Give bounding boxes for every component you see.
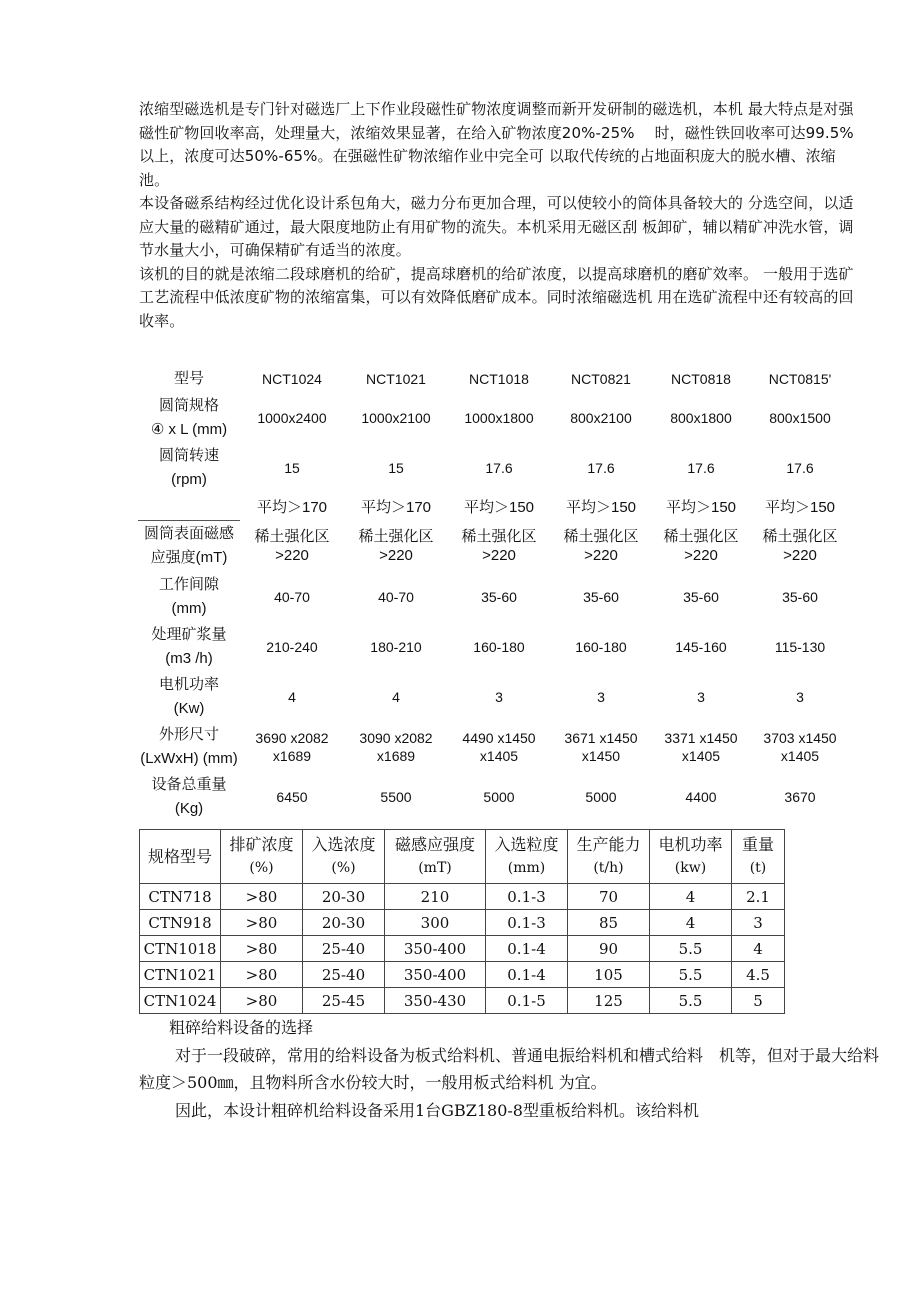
- spec-cell: 800x1500: [769, 410, 831, 426]
- spec-cell: 5000: [483, 789, 515, 805]
- spec-row-label-2: (LxWxH) (mm): [140, 750, 238, 767]
- ctn-cell: 4.5: [732, 962, 785, 988]
- ctn-cell: 4: [650, 910, 732, 936]
- spec-cell: 800x2100: [570, 410, 632, 426]
- table-row: [140, 936, 785, 962]
- spec-row: [138, 622, 850, 672]
- spec-row-label-2: (Kg): [174, 800, 204, 817]
- spec-header-label: 型号: [173, 370, 204, 387]
- ctn-spec-table: [139, 829, 785, 1014]
- ctn-cell: 0.1-4: [486, 962, 568, 988]
- spec-row: [138, 672, 850, 722]
- spec-cell: 35-60: [583, 589, 619, 605]
- spec-cell: 3670: [784, 789, 816, 805]
- section-paragraph: 因此，本设计粗碎机给料设备采用1台GBZ180-8型重板给料机。该给料机: [175, 1100, 699, 1120]
- spec-cell: 17.6: [687, 460, 715, 476]
- spec-cell: 15: [388, 460, 404, 476]
- ctn-cell: CTN1021: [140, 962, 221, 988]
- spec-row-label-1: 工作间隙: [158, 576, 219, 593]
- intro-paragraph: 本设备磁系结构经过优化设计系包角大，磁力分布更加合理，可以使较小的筒体具备较大的 分选空间，以适应大量的磁精矿通过，最大限度地防止有用矿物的流失。本机采用无磁区刮 板卸矿，辅以精矿冲洗水管，调节水量大小，可确保精矿有适当的浓度。: [139, 194, 854, 259]
- ctn-cell: 25-40: [303, 962, 385, 988]
- ctn-header: [140, 830, 221, 884]
- ctn-cell: >80: [221, 910, 303, 936]
- spec-cell: 4: [392, 689, 400, 705]
- spec-cell: 5000: [585, 789, 617, 805]
- ctn-header-name: 排矿浓度: [229, 835, 294, 854]
- spec-row: [138, 520, 850, 572]
- spec-cell: 3703 x1450 x1405: [763, 730, 837, 764]
- nct-spec-table: [138, 365, 850, 822]
- ctn-cell: 5.5: [650, 936, 732, 962]
- spec-row: [138, 493, 850, 520]
- spec-cell: 平均＞150: [463, 499, 535, 516]
- spec-row-label-1: 外形尺寸: [158, 726, 219, 743]
- spec-row: [138, 772, 850, 822]
- table-row: [140, 988, 785, 1014]
- ctn-header: [303, 830, 385, 884]
- spec-cell: 3: [597, 689, 605, 705]
- spec-cell: 180-210: [370, 639, 422, 655]
- spec-row-label-2: ④ x L (mm): [150, 421, 228, 438]
- ctn-cell: 25-45: [303, 988, 385, 1014]
- table-row: [140, 962, 785, 988]
- ctn-cell: 125: [568, 988, 650, 1014]
- ctn-cell: 70: [568, 884, 650, 910]
- spec-cell: 5500: [380, 789, 412, 805]
- spec-cell: 稀土强化区 >220: [254, 528, 330, 564]
- ctn-cell: 0.1-4: [486, 936, 568, 962]
- spec-cell: 稀土强化区 >220: [663, 528, 739, 564]
- table-row: [140, 884, 785, 910]
- spec-cell: 17.6: [485, 460, 513, 476]
- spec-cell: 3671 x1450 x1450: [564, 730, 638, 764]
- ctn-cell: CTN918: [140, 910, 221, 936]
- spec-cell: 稀土强化区 >220: [762, 528, 838, 564]
- spec-cell: 4400: [685, 789, 717, 805]
- spec-row-label: [138, 443, 240, 493]
- spec-row-label-1: 电机功率: [158, 676, 219, 693]
- spec-row-label: [138, 622, 240, 672]
- ctn-cell: 5: [732, 988, 785, 1014]
- ctn-cell: 350-400: [385, 962, 486, 988]
- spec-cell: 6450: [276, 789, 308, 805]
- spec-row-label-2: (m3 /h): [165, 650, 213, 667]
- spec-row-label-1: 圆筒转速: [158, 447, 219, 464]
- ctn-header: [486, 830, 568, 884]
- spec-row-label-1: 圆筒规格: [158, 397, 219, 414]
- spec-model: NCT0815': [768, 371, 832, 387]
- spec-row-label: [138, 572, 240, 622]
- section-body: [139, 1014, 879, 1124]
- ctn-cell: 25-40: [303, 936, 385, 962]
- ctn-cell: 20-30: [303, 884, 385, 910]
- intro-paragraph: 浓缩型磁选机是专门针对磁选厂上下作业段磁性矿物浓度调整而新开发研制的磁选机，本机 最大特点是对强磁性矿物回收率高，处理量大，浓缩效果显著，在给入矿物浓度20%-25% 时，磁性铁回收率可达99.5%以上，浓度可达50%-65%。在强磁性矿物浓缩作业中完全可 以取代传统的占地面积庞大的脱水槽、浓缩池。: [139, 100, 854, 189]
- spec-cell: 稀土强化区 >220: [461, 528, 537, 564]
- spec-model: NCT1018: [469, 371, 529, 387]
- ctn-cell: 85: [568, 910, 650, 936]
- spec-row: [138, 443, 850, 493]
- spec-cell: 稀土强化区 >220: [563, 528, 639, 564]
- ctn-header: [385, 830, 486, 884]
- ctn-header-unit: (t): [749, 860, 767, 876]
- spec-row-label: [138, 672, 240, 722]
- ctn-header-name: 生产能力: [576, 835, 641, 854]
- spec-model: NCT0818: [671, 371, 731, 387]
- spec-cell: 1000x2400: [257, 410, 327, 426]
- ctn-header-unit: (mm): [507, 860, 546, 876]
- spec-row-label: [138, 722, 240, 772]
- spec-row-label-1: 处理矿浆量: [151, 626, 227, 643]
- spec-row-label-2: 应强度(mT): [150, 549, 228, 567]
- spec-model: NCT1021: [366, 371, 426, 387]
- spec-header-row: [138, 365, 850, 393]
- spec-row-label-2: (Kw): [173, 700, 205, 717]
- ctn-cell: 20-30: [303, 910, 385, 936]
- ctn-cell: 300: [385, 910, 486, 936]
- ctn-cell: 5.5: [650, 988, 732, 1014]
- spec-cell: 40-70: [378, 589, 414, 605]
- spec-cell: 35-60: [481, 589, 517, 605]
- ctn-cell: >80: [221, 988, 303, 1014]
- spec-cell: 145-160: [675, 639, 727, 655]
- ctn-cell: 105: [568, 962, 650, 988]
- spec-cell: 160-180: [473, 639, 525, 655]
- spec-cell: 15: [284, 460, 300, 476]
- spec-cell: 3090 x2082 x1689: [359, 730, 433, 764]
- ctn-cell: 4: [650, 884, 732, 910]
- intro-paragraph: 该机的目的就是浓缩二段球磨机的给矿，提高球磨机的给矿浓度，以提高球磨机的磨矿效率。 一般用于选矿工艺流程中低浓度矿物的浓缩富集，可以有效降低磨矿成本。同时浓缩磁选机 用在选矿流程中还有较高的回收率。: [139, 264, 854, 330]
- ctn-cell: 2.1: [732, 884, 785, 910]
- ctn-header-unit: (mT): [418, 860, 452, 876]
- spec-row-label-2: (mm): [171, 600, 207, 617]
- spec-cell: 160-180: [575, 639, 627, 655]
- spec-row-label-2: (rpm): [171, 471, 207, 488]
- ctn-cell: >80: [221, 884, 303, 910]
- table-row: [140, 910, 785, 936]
- ctn-header-name: 电机功率: [658, 835, 723, 854]
- spec-row-label: [138, 772, 240, 822]
- spec-row-label-1: 设备总重量: [151, 776, 227, 793]
- ctn-header: [568, 830, 650, 884]
- ctn-cell: 3: [732, 910, 785, 936]
- spec-cell: 3: [495, 689, 503, 705]
- ctn-header: [732, 830, 785, 884]
- ctn-header-unit: (kw): [674, 860, 707, 876]
- spec-cell: 平均＞150: [665, 499, 737, 516]
- ctn-header-row: [140, 830, 785, 884]
- spec-row: [138, 393, 850, 443]
- spec-cell: 115-130: [774, 639, 826, 655]
- spec-cell: 3690 x2082 x1689: [255, 730, 329, 764]
- spec-cell: 1000x1800: [464, 410, 534, 426]
- spec-cell: 210-240: [266, 639, 318, 655]
- spec-cell: 3371 x1450 x1405: [664, 730, 738, 764]
- spec-cell: 3: [796, 689, 804, 705]
- ctn-header: [221, 830, 303, 884]
- intro-text: [139, 98, 861, 333]
- spec-cell: 平均＞150: [565, 499, 637, 516]
- ctn-cell: 90: [568, 936, 650, 962]
- spec-cell: 3: [697, 689, 705, 705]
- spec-model: NCT1024: [262, 371, 322, 387]
- ctn-cell: CTN718: [140, 884, 221, 910]
- spec-cell: 800x1800: [670, 410, 732, 426]
- ctn-cell: 4: [732, 936, 785, 962]
- spec-row-label: [138, 493, 240, 520]
- spec-cell: 平均＞150: [764, 499, 836, 516]
- ctn-cell: 350-430: [385, 988, 486, 1014]
- spec-cell: 4490 x1450 x1405: [462, 730, 536, 764]
- spec-cell: 平均＞170: [256, 499, 328, 516]
- spec-cell: 1000x2100: [361, 410, 431, 426]
- spec-row: [138, 572, 850, 622]
- ctn-header-unit: (%): [249, 860, 274, 876]
- ctn-header-name: 入选粒度: [494, 835, 559, 854]
- spec-cell: 35-60: [683, 589, 719, 605]
- ctn-cell: 350-400: [385, 936, 486, 962]
- section-paragraph: 对于一段破碎，常用的给料设备为板式给料机、普通电振给料机和槽式给料 机等，但对于最大给料粒度＞500㎜，且物料所含水份较大时，一般用板式给料机 为宜。: [139, 1045, 880, 1092]
- spec-cell: 40-70: [274, 589, 310, 605]
- spec-row: [138, 722, 850, 772]
- spec-cell: 稀土强化区 >220: [358, 528, 434, 564]
- ctn-header-name: 重量: [741, 835, 774, 854]
- spec-cell: 17.6: [786, 460, 814, 476]
- ctn-header-name: 磁感应强度: [394, 835, 475, 854]
- ctn-cell: CTN1024: [140, 988, 221, 1014]
- ctn-header-unit: (%): [331, 860, 356, 876]
- spec-row-label: [138, 520, 240, 572]
- ctn-header-unit: (t/h): [593, 860, 624, 876]
- ctn-header-name: 入选浓度: [311, 835, 376, 854]
- spec-row-label: [138, 393, 240, 443]
- ctn-cell: 210: [385, 884, 486, 910]
- section-heading: 粗碎给料设备的选择: [169, 1018, 314, 1037]
- ctn-cell: 0.1-3: [486, 884, 568, 910]
- spec-cell: 35-60: [782, 589, 818, 605]
- ctn-header-name: 规格型号: [147, 846, 212, 866]
- ctn-cell: 5.5: [650, 962, 732, 988]
- ctn-cell: 0.1-5: [486, 988, 568, 1014]
- ctn-header: [650, 830, 732, 884]
- spec-cell: 17.6: [587, 460, 615, 476]
- spec-cell: 4: [288, 689, 296, 705]
- ctn-cell: CTN1018: [140, 936, 221, 962]
- spec-row-label-1: 圆筒表面磁感: [143, 525, 234, 543]
- ctn-cell: >80: [221, 962, 303, 988]
- spec-cell: 平均＞170: [360, 499, 432, 516]
- ctn-cell: 0.1-3: [486, 910, 568, 936]
- spec-model: NCT0821: [571, 371, 631, 387]
- ctn-cell: >80: [221, 936, 303, 962]
